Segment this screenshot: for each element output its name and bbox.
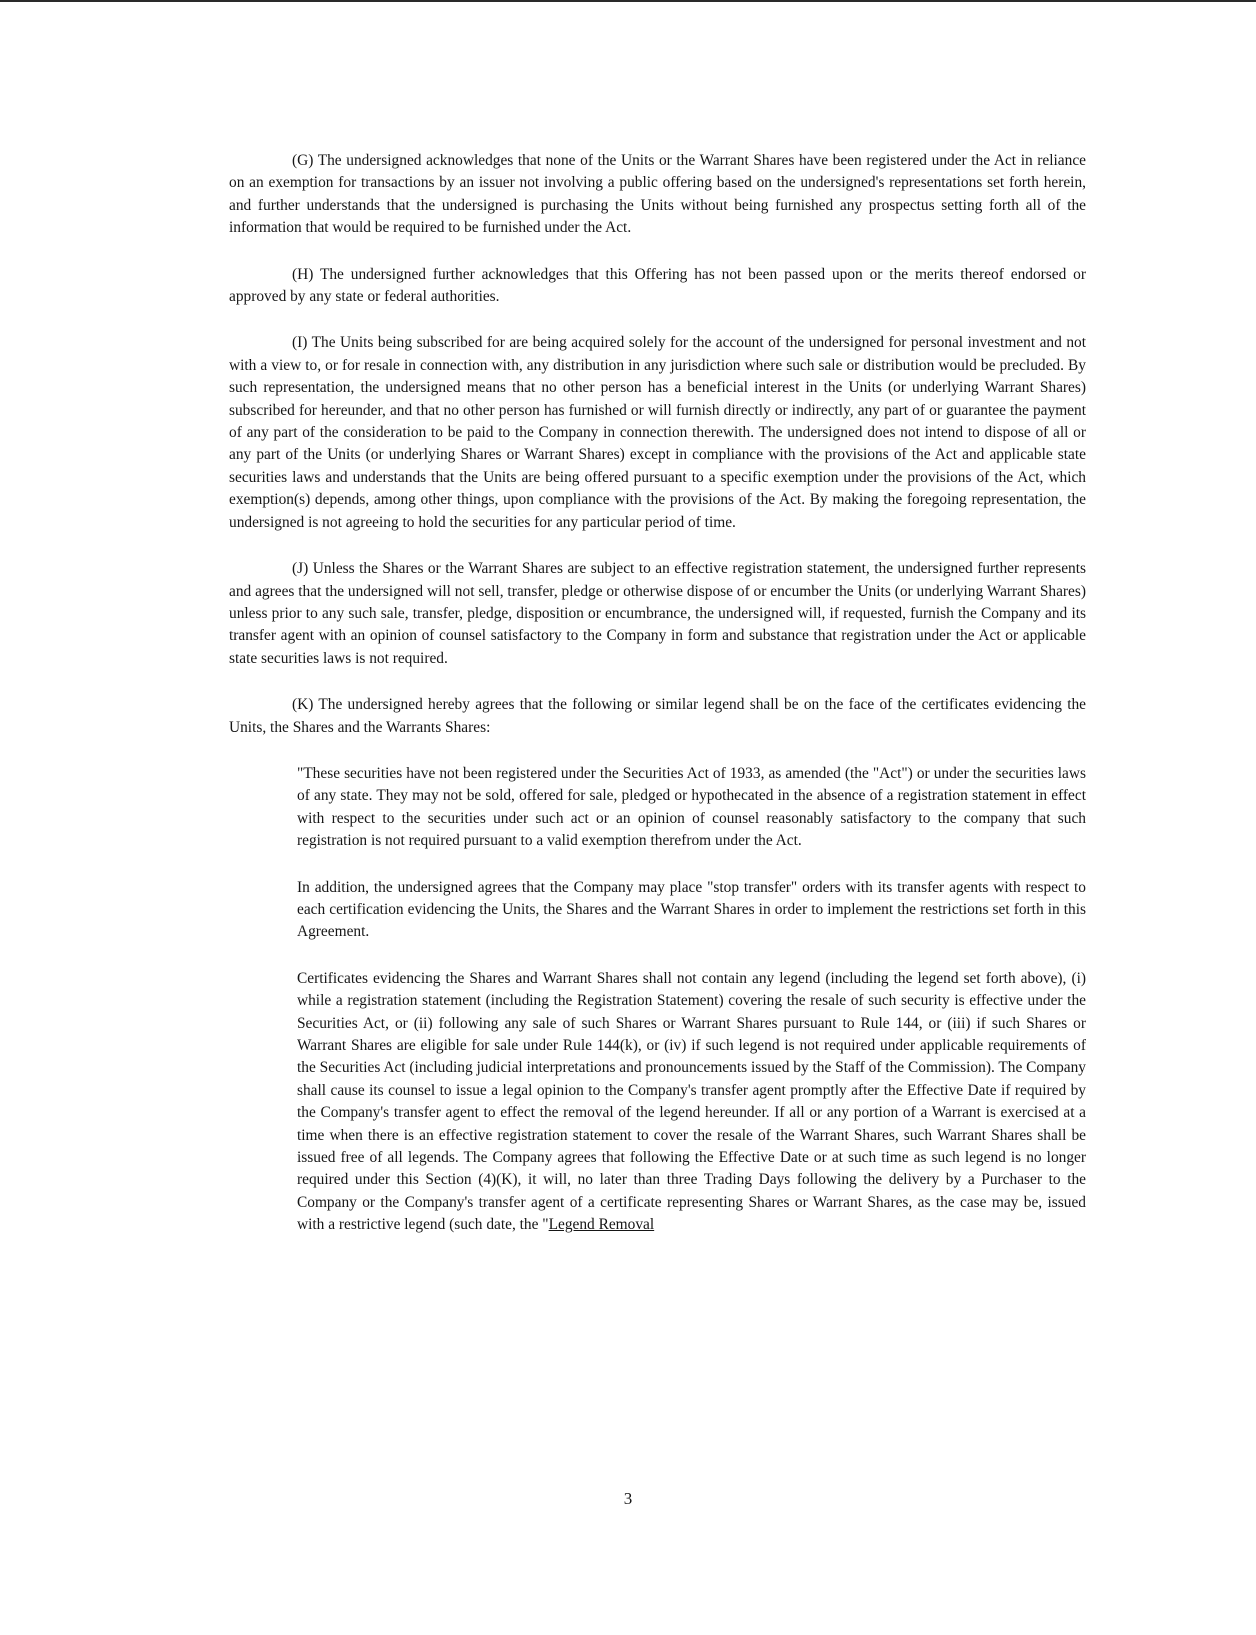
page-top-border	[0, 0, 1256, 2]
paragraph-j: (J) Unless the Shares or the Warrant Shares are subject to an effective registration statement, the undersigned further represents and agrees that the undersigned will not sell, transfer, pledge or otherwise dispose of or encumber the Units (or underlying Warrant Shares) unless prior to any such sale, transfer, pledge, disposition or encumbrance, the undersigned will, if requested, furnish the Company and its transfer agent with an opinion of counsel satisfactory to the Company in form and substance that registration under the Act or applicable state securities laws is not required.	[229, 560, 1086, 667]
stop-transfer-paragraph: In addition, the undersigned agrees that the Company may place "stop transfer" orders with its transfer agents with respect to each certification evidencing the Units, the Shares and the Warrant Shares in order to implement the restrictions set forth in this Agreement.	[297, 878, 1086, 941]
paragraph-g: (G) The undersigned acknowledges that none of the Units or the Warrant Shares have been registered under the Act in reliance on an exemption for transactions by an issuer not involving a public offering based on the undersigned's representations set forth herein, and further understands that the undersigned is purchasing the Units without being furnished any prospectus setting forth all of the information that would be required to be furnished under the Act.	[229, 152, 1086, 237]
certificates-paragraph	[297, 968, 1086, 1237]
legend-removal-term: Legend Removal	[548, 1216, 655, 1234]
paragraph-i: (I) The Units being subscribed for are being acquired solely for the account of the undersigned for personal investment and not with a view to, or for resale in connection with, any distribution in any jurisdiction where such sale or distribution would be precluded. By such representation, the undersigned means that no other person has a beneficial interest in the Units (or underlying Warrant Shares) subscribed for hereunder, and that no other person has furnished or will furnish directly or indirectly, any part of or guarantee the payment of any part of the consideration to be paid to the Company in connection therewith. The undersigned does not intend to dispose of all or any part of the Units (or underlying Shares or Warrant Shares) except in compliance with the provisions of the Act and applicable state securities laws and understands that the Units are being offered pursuant to a specific exemption under the provisions of the Act, which exemption(s) depends, among other things, upon compliance with the provisions of the Act. By making the foregoing representation, the undersigned is not agreeing to hold the securities for any particular period of time.	[229, 334, 1086, 531]
legend-text-block: "These securities have not been registered under the Securities Act of 1933, as amended (the "Act") or under the securities laws of any state. They may not be sold, offered for sale, pledged or hypothecated in the absence of a registration statement in effect with respect to the securities under such act or an opinion of counsel reasonably satisfactory to the company that such registration is not required pursuant to a valid exemption therefrom under the Act.	[297, 764, 1086, 850]
document-body	[229, 150, 1086, 1261]
page-number: 3	[623, 1489, 633, 1508]
paragraph-h: (H) The undersigned further acknowledges that this Offering has not been passed upon or the merits thereof endorsed or approved by any state or federal authorities.	[229, 265, 1086, 306]
certificates-text: Certificates evidencing the Shares and Warrant Shares shall not contain any legend (including the legend set forth above), (i) while a registration statement (including the Registration Statement) covering the resale of such security is effective under the Securities Act, or (ii) following any sale of such Shares or Warrant Shares pursuant to Rule 144, or (iii) if such Shares or Warrant Shares are eligible for sale under Rule 144(k), or (iv) if such legend is not required under applicable requirements of the Securities Act (including judicial interpretations and pronouncements issued by the Staff of the Commission). The Company shall cause its counsel to issue a legal opinion to the Company's transfer agent promptly after the Effective Date if required by the Company's transfer agent to effect the removal of the legend hereunder. If all or any portion of a Warrant is exercised at a time when there is an effective registration statement to cover the resale of the Warrant Shares, such Warrant Shares shall be issued free of all legends. The Company agrees that following the Effective Date or at such time as such legend is no longer required under this Section (4)(K), it will, no later than three Trading Days following the delivery by a Purchaser to the Company or the Company's transfer agent of a certificate representing Shares or Warrant Shares, as the case may be, issued with a restrictive legend (such date, the "	[297, 969, 1086, 1234]
paragraph-k: (K) The undersigned hereby agrees that the following or similar legend shall be on the face of the certificates evidencing the Units, the Shares and the Warrants Shares:	[229, 696, 1086, 736]
